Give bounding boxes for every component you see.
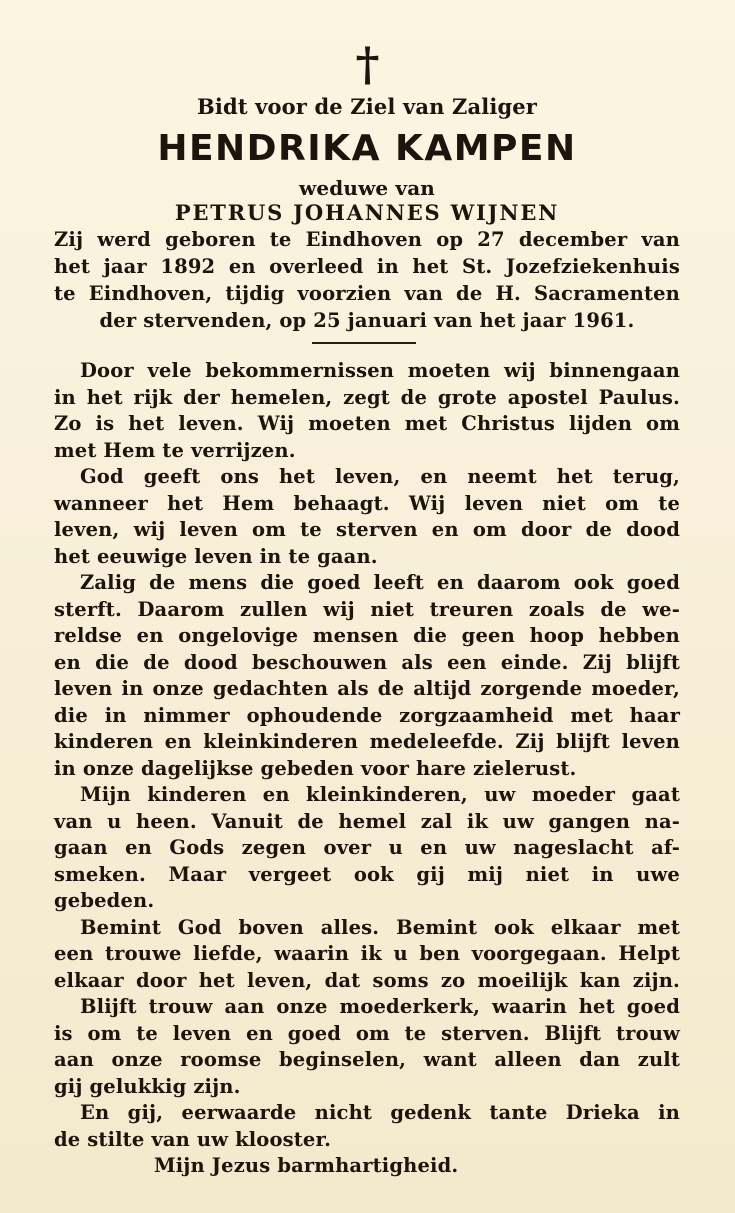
body-line: wanneer het Hem behaagt. Wij leven niet om te [54, 491, 680, 515]
bio-line: Zij werd geboren te Eindhoven op 27 december van [54, 228, 680, 251]
body-line: Blijft trouw aan onze moederkerk, waarin het goed [80, 995, 680, 1018]
prayer-line: Bidt voor de Ziel van Zaliger [196, 94, 538, 119]
body-line: gebeden. [54, 889, 155, 912]
body-line: kinderen en kleinkinderen medeleefde. Zij blijft leven [54, 730, 680, 753]
body-line: Bemint God boven alles. Bemint ook elkaar met [80, 915, 680, 939]
body-line: gaan en Gods zegen over u en uw nageslacht af- [54, 836, 680, 859]
bio-line: der stervenden, op 25 januari van het jaar 1961. [99, 309, 635, 332]
widow-line: weduwe van [299, 176, 435, 200]
body-line: Zo is het leven. Wij moeten met Christus lijden om [54, 412, 680, 435]
body-line: leven in onze gedachten als de altijd zorgende moeder, [54, 677, 680, 700]
body-line: het eeuwige leven in te gaan. [54, 544, 378, 568]
body-line: in onze dagelijkse gebeden voor hare zielerust. [54, 756, 577, 780]
body-line: met Hem te verrijzen. [54, 438, 296, 462]
body-line: aan onze roomse beginselen, want alleen dan zult [54, 1048, 680, 1071]
body-line: die in nimmer ophoudende zorgzaamheid met haar [54, 703, 680, 727]
bio-line: te Eindhoven, tijdig voorzien van de H. Sacramenten [54, 282, 680, 305]
body-line: Mijn kinderen en kleinkinderen, uw moeder gaat [80, 783, 680, 806]
body-line: leven, wij leven om te sterven en om door de dood [54, 518, 680, 541]
body-line: in het rijk der hemelen, zegt de grote apostel Paulus. [54, 385, 680, 409]
divider [312, 342, 416, 344]
cross-icon: † [355, 37, 380, 91]
body-line: En gij, eerwaarde nicht gedenk tante Drieka in [80, 1101, 680, 1124]
body-line: is om te leven en goed om te sterven. Blijft trouw [54, 1021, 680, 1045]
body-line: gij gelukkig zijn. [54, 1074, 241, 1098]
body-line: reldse en ongelovige mensen die geen hoop hebben [54, 624, 680, 647]
body-line: en die de dood beschouwen als een einde. Zij blijft [54, 650, 680, 674]
body-line: smeken. Maar vergeet ook gij mij niet in uwe [54, 862, 680, 886]
closing-prayer: Mijn Jezus barmhartigheid. [154, 1154, 459, 1177]
body-line: Zalig de mens die goed leeft en daarom ook goed [80, 571, 680, 594]
deceased-name: HENDRIKA KAMPEN [157, 128, 577, 169]
body-line: elkaar door het leven, dat soms zo moeilijk kan zijn. [54, 968, 680, 992]
body-line: Door vele bekommernissen moeten wij binnengaan [80, 359, 680, 382]
body-line: sterft. Daarom zullen wij niet treuren zoals de we- [54, 597, 680, 621]
body-line: God geeft ons het leven, en neemt het terug, [80, 465, 680, 488]
body-line: de stilte van uw klooster. [54, 1127, 332, 1151]
body-line: van u heen. Vanuit de hemel zal ik uw gangen na- [54, 809, 680, 833]
bio-line: het jaar 1892 en overleed in het St. Jozefziekenhuis [54, 255, 680, 278]
husband-name: PETRUS JOHANNES WIJNEN [174, 200, 560, 225]
body-line: een trouwe liefde, waarin ik u ben voorgegaan. Helpt [54, 942, 680, 965]
